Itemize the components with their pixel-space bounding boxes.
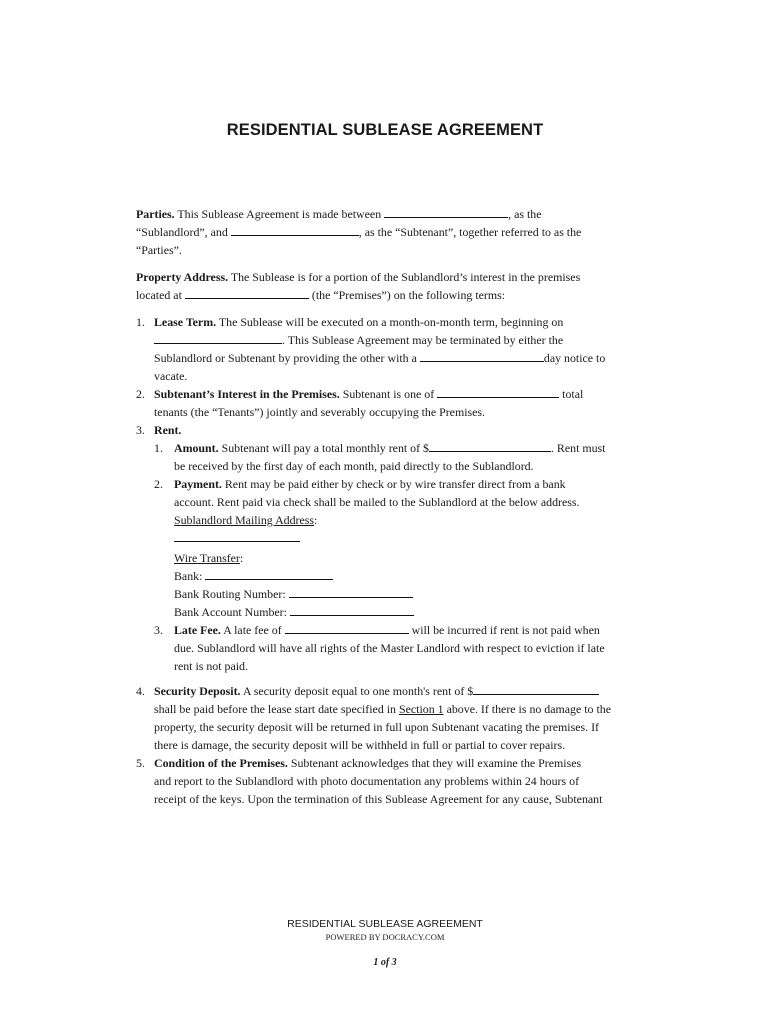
subsection-text: Subtenant will pay a total monthly rent of $ (221, 441, 429, 455)
account-number-field[interactable] (290, 605, 414, 616)
subsection-late-fee (154, 621, 636, 675)
sublandlord-name-field[interactable] (384, 207, 508, 218)
section-text: A security deposit equal to one month's rent of $ (242, 684, 474, 698)
section-number: 1. (136, 315, 145, 329)
section-text: . This Sublease Agreement may be terminated by either the (282, 333, 564, 347)
bank-name-field[interactable] (205, 569, 333, 580)
subsection-heading: Amount. (174, 441, 219, 455)
section-condition (136, 754, 636, 808)
tenant-count-field[interactable] (437, 387, 559, 398)
section-text: tenants (the “Tenants”) jointly and severably occupying the Premises. (154, 405, 486, 419)
parties-text: This Sublease Agreement is made between (177, 207, 382, 221)
mailing-address-label: Sublandlord Mailing Address (174, 513, 315, 527)
bank-label: Bank: (174, 569, 203, 583)
parties-paragraph (136, 205, 636, 259)
section-lease-term (136, 313, 636, 385)
section-text: The Sublease will be executed on a month-on-month term, beginning on (218, 315, 564, 329)
subsection-text: . Rent must (550, 441, 606, 455)
property-text: (the “Premises”) on the following terms: (311, 288, 506, 302)
section-text: day notice to (543, 351, 606, 365)
parties-text: , as the (508, 207, 542, 221)
parties-text: “Sublandlord”, and (136, 225, 228, 239)
property-heading: Property Address. (136, 270, 229, 284)
section-text: Sublandlord or Subtenant by providing the other with a (154, 351, 417, 365)
mailing-address-field[interactable] (174, 531, 300, 542)
subsection-text: be received by the first day of each month, paid directly to the Sublandlord. (174, 459, 534, 473)
section-text: shall be paid before the lease start date specified in (154, 702, 397, 716)
routing-number-field[interactable] (289, 587, 413, 598)
subsection-text: account. Rent paid via check shall be mailed to the Sublandlord at the below address. (174, 495, 580, 509)
late-fee-field[interactable] (285, 623, 409, 634)
section-number: 3. (136, 423, 145, 437)
section-1-link[interactable]: Section 1 (399, 702, 444, 716)
routing-number-label: Bank Routing Number: (174, 587, 286, 601)
section-security-deposit (136, 682, 636, 754)
subsection-text: Rent may be paid either by check or by wire transfer direct from a bank (224, 477, 566, 491)
section-heading: Security Deposit. (154, 684, 241, 698)
start-date-field[interactable] (154, 333, 282, 344)
security-deposit-field[interactable] (473, 684, 599, 695)
section-text: receipt of the keys. Upon the termination of this Sublease Agreement for any cause, Subtenant (154, 792, 603, 806)
section-text: total (562, 387, 584, 401)
subsection-text: A late fee of (223, 623, 282, 637)
section-number: 4. (136, 684, 145, 698)
property-text: The Sublease is for a portion of the Sublandlord’s interest in the premises (230, 270, 581, 284)
parties-text: “Parties”. (136, 243, 182, 257)
document-title: RESIDENTIAL SUBLEASE AGREEMENT (226, 121, 544, 139)
subsection-text: rent is not paid. (174, 659, 248, 673)
section-text: and report to the Sublandlord with photo documentation any problems within 24 hours of (154, 774, 580, 788)
property-text: located at (136, 288, 182, 302)
section-text: Subtenant is one of (342, 387, 435, 401)
section-number: 2. (136, 387, 145, 401)
footer-powered-by: POWERED BY DOCRACY.COM (325, 932, 445, 942)
subsection-text: will be incurred if rent is not paid when (411, 623, 600, 637)
page-number: 1 of 3 (373, 957, 397, 968)
section-text: Subtenant acknowledges that they will examine the Premises (290, 756, 582, 770)
account-number-label: Bank Account Number: (174, 605, 287, 619)
footer-title: RESIDENTIAL SUBLEASE AGREEMENT (287, 918, 483, 930)
subsection-text: due. Sublandlord will have all rights of the Master Landlord with respect to eviction if late (174, 641, 605, 655)
section-heading: Rent. (154, 423, 182, 437)
subsection-number: 1. (154, 441, 163, 455)
section-text: vacate. (154, 369, 188, 383)
subsection-number: 3. (154, 623, 163, 637)
subsection-heading: Late Fee. (174, 623, 221, 637)
property-address-field[interactable] (185, 288, 309, 299)
subtenant-name-field[interactable] (231, 225, 359, 236)
label-colon: : (239, 551, 244, 565)
section-text: property, the security deposit will be returned in full upon Subtenant vacating the premises. If (154, 720, 600, 734)
document-body (136, 205, 636, 808)
section-number: 5. (136, 756, 145, 770)
section-heading: Lease Term. (154, 315, 217, 329)
section-text: above. If there is no damage to the (446, 702, 612, 716)
property-paragraph (136, 268, 636, 304)
subsection-heading: Payment. (174, 477, 222, 491)
label-colon: : (314, 513, 318, 527)
subsection-payment (154, 475, 636, 621)
subsection-number: 2. (154, 477, 163, 491)
section-rent (136, 421, 636, 675)
wire-transfer-label: Wire Transfer (174, 551, 240, 565)
section-text: there is damage, the security deposit will be withheld in full or partial to cover repairs. (154, 738, 566, 752)
notice-days-field[interactable] (420, 351, 544, 362)
section-subtenant-interest (136, 385, 636, 421)
parties-text: , as the “Subtenant”, together referred to as the (358, 225, 582, 239)
section-heading: Condition of the Premises. (154, 756, 288, 770)
subsection-amount (154, 439, 636, 475)
parties-heading: Parties. (136, 207, 175, 221)
section-heading: Subtenant’s Interest in the Premises. (154, 387, 340, 401)
monthly-rent-field[interactable] (429, 441, 551, 452)
